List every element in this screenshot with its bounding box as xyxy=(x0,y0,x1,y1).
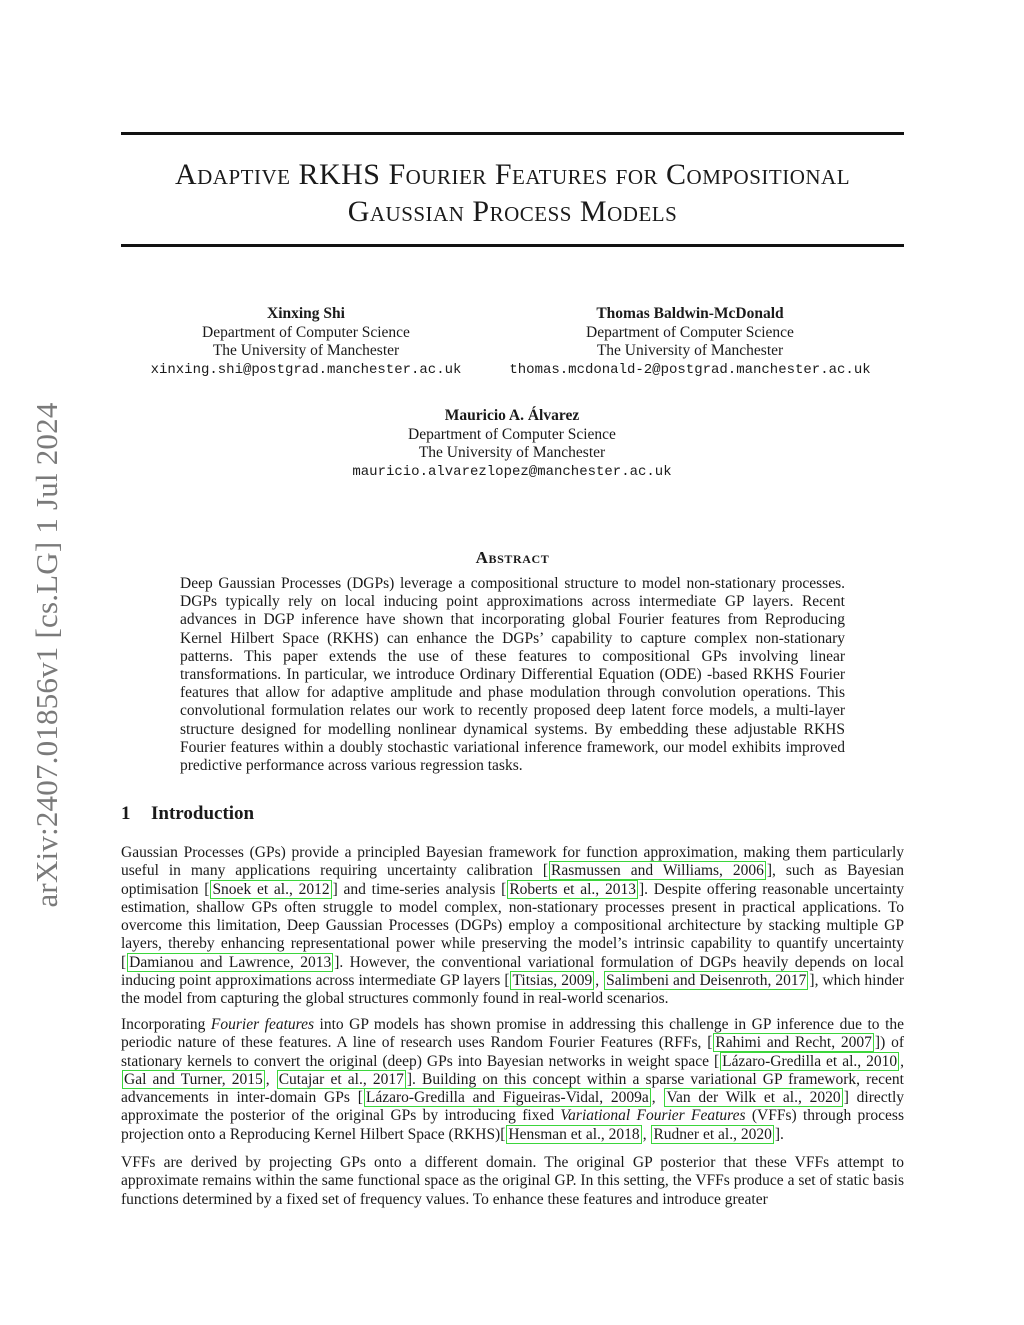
paper-title-line-2: Gaussian Process Models xyxy=(347,195,678,228)
citation-link[interactable]: Gal and Turner, 2015 xyxy=(124,1070,263,1088)
citation-link[interactable]: Van der Wilk et al., 2020 xyxy=(666,1089,841,1107)
section-title: Introduction xyxy=(151,803,255,824)
author-department: Department of Computer Science xyxy=(586,323,794,341)
author-block-1 xyxy=(130,305,482,379)
author-email[interactable]: thomas.mcdonald-2@postgrad.manchester.ac.uk xyxy=(509,361,871,378)
citation-link[interactable]: Rahimi and Recht, 2007 xyxy=(715,1034,872,1052)
citation-link[interactable]: Lázaro-Gredilla and Figueiras-Vidal, 2009a xyxy=(365,1089,649,1107)
emphasis-text: Fourier features xyxy=(210,1016,314,1033)
author-department: Department of Computer Science xyxy=(408,425,616,443)
author-university: The University of Manchester xyxy=(418,444,606,461)
abstract-body: Deep Gaussian Processes (DGPs) leverage a compositional structure to model non-stationary processes. DGPs typically rely on local inducing point approximations across intermediate GP layers. Recent advances in DGP inference have shown that incorporating global Fourier features from Reproducing Kernel Hilbert Space (RKHS) can enhance the DGPs’ capability to capture complex non-stationary patterns. This paper extends the use of these features to compositional GPs involving linear transformations. In particular, we introduce Ordinary Differential Equation (ODE) -based RKHS Fourier features that allow for adaptive amplitude and phase modulation through convolution operations. This convolutional formulation relates our work to recently proposed deep latent force models, a multi-layer structure designed for modelling nonlinear dynamical systems. By embedding these adjustable RKHS Fourier features within a doubly stochastic variational inference framework, our model exhibits improved predictive performance across various regression tasks. xyxy=(180,575,845,775)
citation-link[interactable]: Snoek et al., 2012 xyxy=(212,880,330,898)
text-run: into GP models has shown promise in addressing this challenge in GP inference due to the periodic nature of these features. A line of research uses Random Fourier Features (RFFs, [ xyxy=(121,1016,904,1052)
citation-link[interactable]: Lázaro-Gredilla et al., 2010 xyxy=(722,1052,898,1070)
text-run: , xyxy=(595,972,604,990)
author-name: Mauricio A. Álvarez xyxy=(444,407,580,424)
author-block-3 xyxy=(300,407,724,481)
text-run: ]. Building on this concept within a sparse variational GP framework, recent advancements in inter-domain GPs [ xyxy=(121,1070,904,1107)
text-run: ], which hinder the model from capturing the global structures commonly found in real-world scenarios. xyxy=(121,972,905,1008)
author-name: Xinxing Shi xyxy=(267,305,345,322)
text-run: ]. xyxy=(774,1125,784,1143)
emphasis-text: Variational Fourier Features xyxy=(560,1107,746,1125)
citation-link[interactable]: Titsias, 2009 xyxy=(512,972,593,990)
text-run: Gaussian Processes (GPs) provide a principled Bayesian framework for function approximation, making them particularly useful in many applications requiring uncertainty calibration [ xyxy=(121,844,904,880)
text-run: ]) of stationary kernels to convert the original (deep) GPs into Bayesian networks in weight space [ xyxy=(121,1034,904,1070)
intro-paragraph-1 xyxy=(121,844,904,1009)
citation-link[interactable]: Hensman et al., 2018 xyxy=(508,1125,640,1143)
title-rule-bottom xyxy=(121,244,904,247)
text-run: , xyxy=(265,1070,276,1088)
intro-paragraph-2 xyxy=(121,1016,904,1144)
text-run: ] and time-series analysis [ xyxy=(332,880,507,898)
author-block-2 xyxy=(482,305,898,379)
citation-link[interactable]: Roberts et al., 2013 xyxy=(509,880,636,898)
author-university: The University of Manchester xyxy=(596,342,784,359)
citation-link[interactable]: Damianou and Lawrence, 2013 xyxy=(129,953,332,971)
section-heading-introduction xyxy=(121,803,254,825)
text-run: , xyxy=(642,1125,651,1143)
text-run: Incorporating xyxy=(121,1016,211,1033)
title-rule-top xyxy=(121,132,904,135)
author-email[interactable]: mauricio.alvarezlopez@manchester.ac.uk xyxy=(352,463,672,480)
citation-link[interactable]: Cutajar et al., 2017 xyxy=(278,1070,404,1088)
abstract-heading: Abstract xyxy=(475,548,550,567)
arxiv-identifier-stamp: arXiv:2407.01856v1 [cs.LG] 1 Jul 2024 xyxy=(29,402,64,908)
text-run: ]. Despite offering reasonable uncertainty estimation, shallow GPs often struggle to model complex, non-stationary processes present in practical applications. To overcome this limitation, Deep Gaussian Processes (DGPs) employ a compositional architecture by stacking multiple GP layers, thereby enhancing representational power while preserving the model’s intrinsic capability to quantify uncertainty [ xyxy=(121,880,905,971)
author-university: The University of Manchester xyxy=(212,342,400,359)
author-name: Thomas Baldwin-McDonald xyxy=(596,305,784,322)
author-department: Department of Computer Science xyxy=(202,323,410,341)
section-number: 1 xyxy=(121,803,131,824)
paper-title-line-1: Adaptive RKHS Fourier Features for Compositional xyxy=(174,158,851,191)
text-run: (VFFs) through process projection onto a Reproducing Kernel Hilbert Space (RKHS)[ xyxy=(121,1107,904,1143)
intro-paragraph-3: VFFs are derived by projecting GPs onto a different domain. The original GP posterior that these VFFs attempt to approximate remains within the same functional space as the original GP. In this setting, the VFFs produce a set of static basis functions determined by a fixed set of frequency values. To enhance these features and introduce greater xyxy=(121,1154,904,1208)
text-run: , xyxy=(900,1052,904,1070)
author-email[interactable]: xinxing.shi@postgrad.manchester.ac.uk xyxy=(150,361,462,378)
text-run: ]. However, the conventional variational formulation of DGPs heavily depends on local inducing point approximations across intermediate GP layers [ xyxy=(121,953,904,990)
text-run: , xyxy=(651,1089,664,1107)
citation-link[interactable]: Salimbeni and Deisenroth, 2017 xyxy=(606,972,807,990)
text-run: ], such as Bayesian optimisation [ xyxy=(121,862,904,898)
citation-link[interactable]: Rudner et al., 2020 xyxy=(653,1125,772,1143)
text-run: ] directly approximate the posterior of the original GPs by introducing fixed xyxy=(121,1089,905,1125)
citation-link[interactable]: Rasmussen and Williams, 2006 xyxy=(551,862,764,880)
